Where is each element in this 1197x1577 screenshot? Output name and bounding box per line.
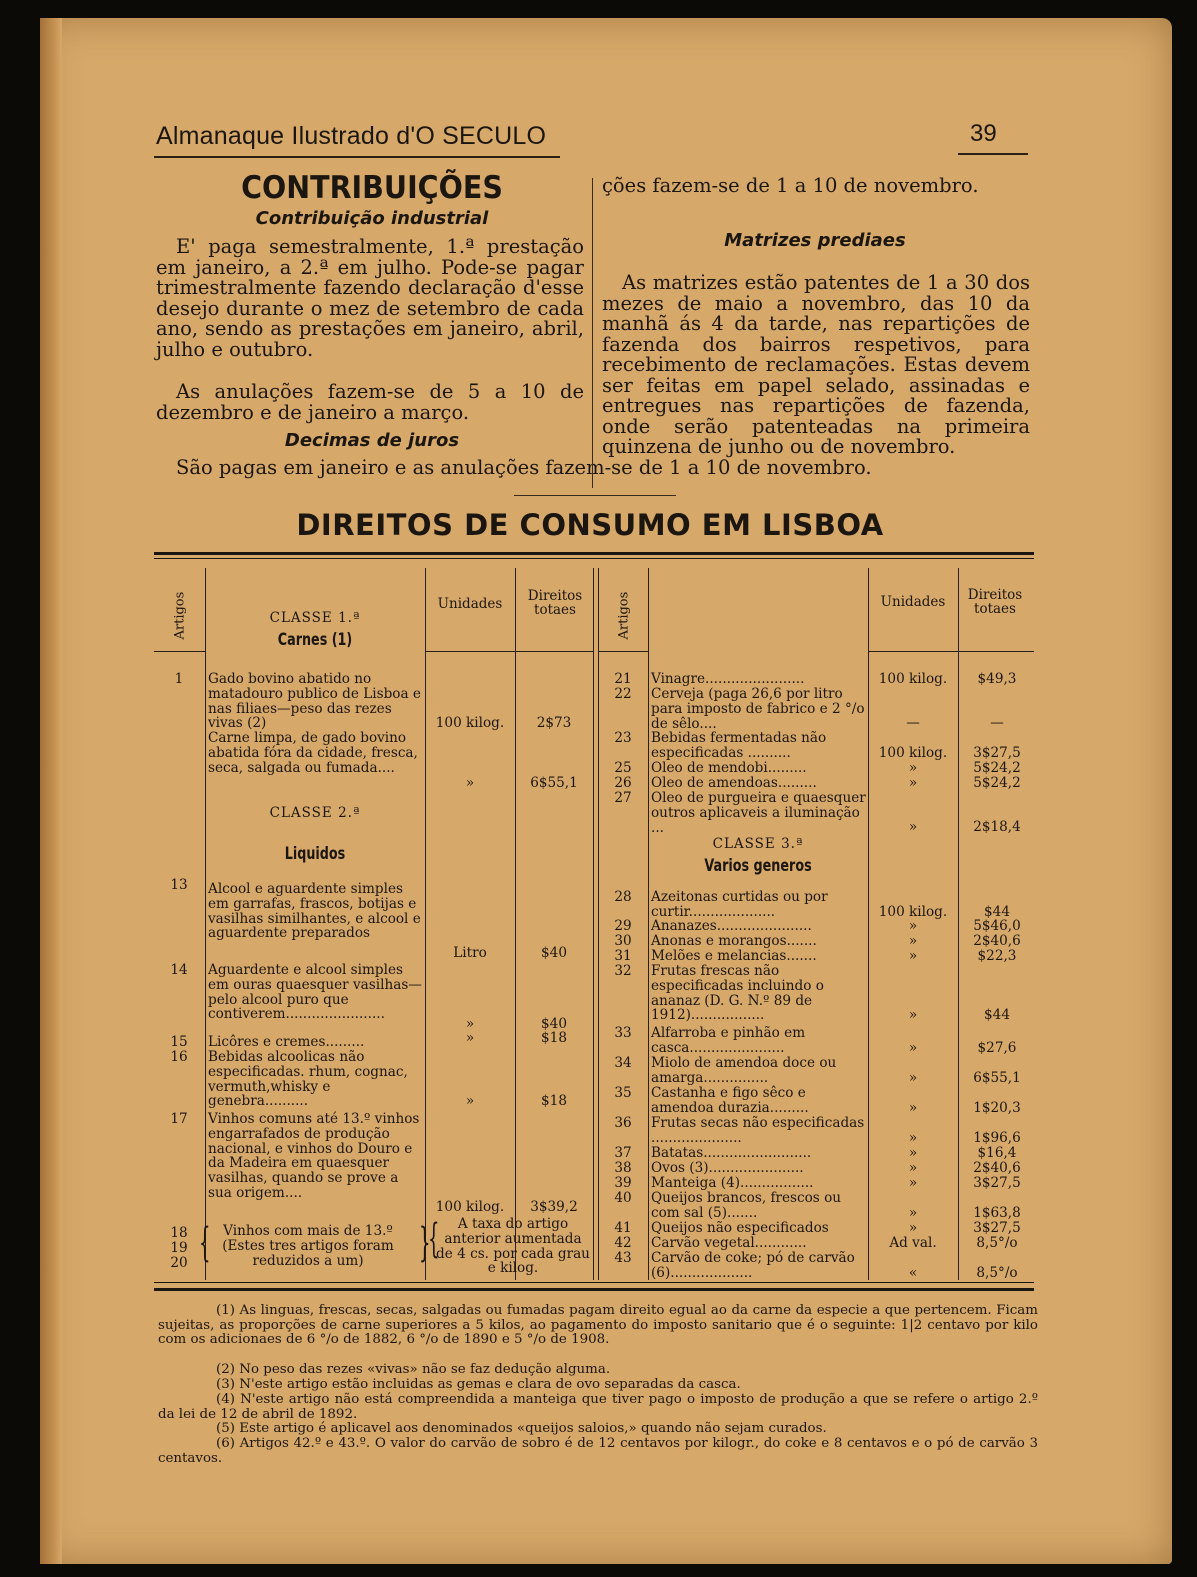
unidade-value: » <box>465 1030 475 1046</box>
unidade-value: » <box>465 775 475 791</box>
unidade-value: — <box>906 715 920 731</box>
artigo-description: Vinagre....................... <box>651 671 805 687</box>
direito-value: 3$27,5 <box>973 745 1021 761</box>
unidade-value: » <box>908 1145 918 1161</box>
artigo-number: 38 <box>614 1160 632 1176</box>
unidade-value: » <box>465 1093 475 1109</box>
artigo-description: Frutas frescas não especificadas incluindo o ananaz (D. G. N.º 89 de 1912)................. <box>651 963 824 1024</box>
artigo-number: 13 <box>170 877 188 893</box>
artigo-description: Ananazes...................... <box>651 918 812 934</box>
artigo-description: Alcool e aguardente simples em garrafas, frascos, botijas e vasilhas similhantes, e alcool e aguardente preparados <box>208 881 421 942</box>
header-direitos: Direitos totaes <box>967 587 1023 617</box>
footnote: (1) As linguas, frescas, secas, salgadas ou fumadas pagam direito egual ao da carne da especie a que pertencem. Ficam sujeitas, as proporções de carne superiores a 5 kilos, ao pagamento do imposto sanitario que é o seguinte: 1|2 centavo por kilo com os adicionaes de 6 °/o de 1882, 6 °/o de 1890 e 5 °/o de 1908. <box>158 1303 1038 1348</box>
unidade-value: Litro <box>453 945 487 961</box>
artigo-description: Frutas secas não especificadas ..................... <box>651 1115 865 1146</box>
header-rule <box>154 156 560 158</box>
artigo-number: 41 <box>614 1220 632 1236</box>
unidade-value: « <box>908 1265 918 1281</box>
header-rule <box>868 651 1034 652</box>
artigo-number: 34 <box>614 1055 632 1071</box>
unidade-value: » <box>908 1070 918 1086</box>
col-line <box>648 568 649 1280</box>
table-bottom-rule-thick <box>154 1288 1034 1291</box>
artigo-number: 42 <box>614 1235 632 1251</box>
page-number-rule <box>958 153 1028 155</box>
paragraph-decimas: São pagas em janeiro e as anulações fazem-se de 1 a 10 de novembro. <box>176 456 872 479</box>
artigo-description: Manteiga (4)................. <box>651 1175 814 1191</box>
artigo-description: Licôres e cremes......... <box>208 1034 365 1050</box>
paragraph-contribuicao: E' paga semestralmente, 1.ª prestação em janeiro, a 2.ª em julho. Pode-se pagar trimestralmente fazendo declaração d'esse desejo durante o mez de setembro de cada ano, sendo as prestações em janeiro, abril, julho e outubro. <box>156 235 584 361</box>
artigo-number: 1 <box>174 671 184 687</box>
artigo-description: Bebidas fermentadas não especificadas .......... <box>651 730 827 761</box>
artigo-description: Carne limpa, de gado bovino abatida fóra da cidade, fresca, seca, salgada ou fumada.... <box>208 730 418 776</box>
header-artigos: Artigos <box>172 591 188 640</box>
footnote: (6) Artigos 42.º e 43.º. O valor do carvão de sobro é de 12 centavos por kilogr., do coke e 8 centavos e o pó de carvão 3 centavos. <box>158 1436 1038 1466</box>
subsection-contribuicao-industrial: Contribuição industrial <box>255 208 489 229</box>
classe-3-label: CLASSE 3.ª <box>712 836 804 852</box>
category-carnes: Carnes (1) <box>277 630 353 650</box>
subsection-matrizes-prediaes: Matrizes prediaes <box>724 230 906 251</box>
direito-value: $18 <box>541 1093 567 1109</box>
running-header: Almanaque Ilustrado d'O SECULO <box>156 122 547 150</box>
artigo-number: 16 <box>170 1049 188 1065</box>
direito-value: 1$63,8 <box>973 1205 1021 1221</box>
unidade-value: » <box>908 933 918 949</box>
category-liquidos: Liquidos <box>284 844 346 864</box>
artigo-number: 37 <box>614 1145 632 1161</box>
direito-value: 6$55,1 <box>530 775 578 791</box>
direito-value: $27,6 <box>977 1040 1017 1056</box>
artigo-description: Castanha e figo sêco e amendoa durazia......... <box>651 1085 809 1116</box>
classe-1-label: CLASSE 1.ª <box>269 610 361 626</box>
artigo-number: 28 <box>614 889 632 905</box>
artigo-description: Oleo de purgueira e quaesquer outros aplicaveis a iluminação ... <box>651 790 866 836</box>
table-bottom-rule <box>154 1282 1034 1283</box>
artigo-description: Queijos não especificados <box>651 1220 829 1236</box>
artigo-number: 32 <box>614 963 632 979</box>
header-rule <box>154 651 206 652</box>
artigo-number: 17 <box>170 1111 188 1127</box>
direito-value: 6$55,1 <box>973 1070 1021 1086</box>
unidade-value: » <box>908 1205 918 1221</box>
artigo-number: 30 <box>614 933 632 949</box>
category-varios-generos: Varios generos <box>704 856 812 876</box>
direito-value: 2$73 <box>536 715 572 731</box>
vinhos-mais-13-desc: Vinhos com mais de 13.º (Estes tres artigos foram reduzidos a um) <box>222 1223 394 1269</box>
artigo-number: 14 <box>170 962 188 978</box>
unidade-value: » <box>908 1160 918 1176</box>
col-line <box>425 568 426 1280</box>
header-unidades: Unidades <box>880 594 946 610</box>
unidade-value: » <box>908 819 918 835</box>
header-unidades: Unidades <box>437 596 503 612</box>
artigo-number: 25 <box>614 760 632 776</box>
artigo-number: 22 <box>614 686 632 702</box>
direito-value: 5$46,0 <box>973 918 1021 934</box>
artigo-number: 26 <box>614 775 632 791</box>
direito-value: 2$18,4 <box>973 819 1021 835</box>
header-rule <box>425 651 593 652</box>
unidade-value: » <box>908 1040 918 1056</box>
artigo-description: Ovos (3)...................... <box>651 1160 804 1176</box>
col-line <box>205 568 206 1280</box>
direito-value: 5$24,2 <box>973 775 1021 791</box>
direito-value: $40 <box>541 1016 567 1032</box>
artigo-description: Carvão de coke; pó de carvão (6)................... <box>651 1250 855 1281</box>
direito-value: — <box>990 715 1004 731</box>
direito-value: $44 <box>984 904 1010 920</box>
footnote: (4) N'este artigo não está compreendida a manteiga que tiver pago o imposto de produção a que se refere o artigo 2.º da lei de 12 de abril de 1892. <box>158 1392 1038 1422</box>
direito-value: 5$24,2 <box>973 760 1021 776</box>
direito-value: 2$40,6 <box>973 1160 1021 1176</box>
brace: { <box>427 1216 440 1262</box>
artigo-description: Oleo de amendoas......... <box>651 775 817 791</box>
artigo-number: 33 <box>614 1025 632 1041</box>
paragraph-anulacoes: As anulações fazem-se de 5 a 10 de dezembro e de janeiro a março. <box>156 380 584 424</box>
unidade-value: 100 kilog. <box>435 1199 505 1215</box>
footnote: (3) N'este artigo estão incluidas as gemas e clara de ovo separadas da casca. <box>216 1377 741 1392</box>
artigo-description: Carvão vegetal............ <box>651 1235 807 1251</box>
artigo-description: Cerveja (paga 26,6 por litro para imposto de fabrico e 2 °/o de sêlo.... <box>651 686 865 732</box>
unidade-value: 100 kilog. <box>878 671 948 687</box>
unidade-value: » <box>465 1016 475 1032</box>
header-rule <box>598 651 649 652</box>
column-divider <box>592 178 593 488</box>
unidade-value: » <box>908 1130 918 1146</box>
artigo-number: 19 <box>170 1240 188 1256</box>
direito-value: 8,5°/o <box>976 1235 1018 1251</box>
unidade-value: » <box>908 1007 918 1023</box>
classe-2-label: CLASSE 2.ª <box>269 805 361 821</box>
header-artigos: Artigos <box>616 591 632 640</box>
direito-value: 1$96,6 <box>973 1130 1021 1146</box>
artigo-number: 29 <box>614 918 632 934</box>
table-top-rule-thin <box>154 558 1034 559</box>
artigo-description: Melões e melancias....... <box>651 948 817 964</box>
direito-value: 2$40,6 <box>973 933 1021 949</box>
unidade-value: » <box>908 1175 918 1191</box>
artigo-description: Azeitonas curtidas ou por curtir.................... <box>651 889 828 920</box>
paragraph-matrizes: As matrizes estão patentes de 1 a 30 dos mezes de maio a novembro, das 10 da manhã ás 4 da tarde, nas repartições de fazenda dos bairros respetivos, para recebimento de reclamações. Estas devem ser feitas em papel selado, assinadas e entregues nas repartições de fazenda, onde serão patenteadas na primeira quinzena de junho ou de novembro. <box>602 271 1030 458</box>
section-title-direitos: DIREITOS DE CONSUMO EM LISBOA <box>296 508 884 542</box>
direito-value: 1$20,3 <box>973 1100 1021 1116</box>
unidade-value: » <box>908 1220 918 1236</box>
unidade-value: Ad val. <box>889 1235 937 1251</box>
paragraph-decimas-continued: ções fazem-se de 1 a 10 de novembro. <box>602 174 979 197</box>
subsection-decimas-de-juros: Decimas de juros <box>284 430 460 451</box>
page <box>40 18 1172 1564</box>
artigo-description: Vinhos comuns até 13.º vinhos engarrafados de produção nacional, e vinhos do Douro e da Madeira em quaesquer vasilhas, quando se prove a sua origem.... <box>208 1111 420 1201</box>
col-line <box>958 568 959 1280</box>
direito-value: $18 <box>541 1030 567 1046</box>
artigo-number: 15 <box>170 1034 188 1050</box>
artigo-number: 40 <box>614 1190 632 1206</box>
artigo-description: Queijos brancos, frescos ou com sal (5)....... <box>651 1190 842 1221</box>
unidade-value: » <box>908 760 918 776</box>
direito-value: $22,3 <box>977 948 1017 964</box>
artigo-description: Anonas e morangos....... <box>651 933 817 949</box>
artigo-description: Gado bovino abatido no matadouro publico de Lisboa e nas filiaes—peso das rezes vivas (2) <box>208 671 421 732</box>
footnote: (5) Este artigo é aplicavel aos denominados «queijos saloios,» quando não sejam curados. <box>216 1421 827 1436</box>
artigo-number: 18 <box>170 1225 188 1241</box>
unidade-value: » <box>908 948 918 964</box>
direito-value: $16,4 <box>977 1145 1017 1161</box>
artigo-description: Alfarroba e pinhão em casca...................... <box>651 1025 806 1056</box>
artigo-description: Aguardente e alcool simples em ouras quaesquer vasilhas—pelo alcool puro que contiverem....................... <box>208 962 422 1023</box>
artigo-description: Miolo de amendoa doce ou amarga............... <box>651 1055 837 1086</box>
brace: { <box>198 1220 211 1266</box>
direito-value: $44 <box>984 1007 1010 1023</box>
direito-value: 3$39,2 <box>530 1199 578 1215</box>
artigo-number: 27 <box>614 790 632 806</box>
unidade-value: 100 kilog. <box>878 904 948 920</box>
artigo-description: Batatas......................... <box>651 1145 812 1161</box>
unidade-value: » <box>908 1100 918 1116</box>
section-title-contribuicoes: CONTRIBUIÇÕES <box>241 170 503 206</box>
col-line <box>515 568 516 1280</box>
book-spine-shadow <box>40 18 62 1564</box>
direito-value: 8,5°/o <box>976 1265 1018 1281</box>
brace: } <box>418 1220 431 1266</box>
artigo-number: 21 <box>614 671 632 687</box>
unidade-value: » <box>908 775 918 791</box>
header-direitos: Direitos totaes <box>527 588 583 618</box>
direito-value: 3$27,5 <box>973 1220 1021 1236</box>
artigo-number: 20 <box>170 1255 188 1271</box>
col-line <box>593 568 594 1280</box>
artigo-number: 43 <box>614 1250 632 1266</box>
direito-value: $40 <box>541 945 567 961</box>
artigo-description: Oleo de mendobi......... <box>651 760 807 776</box>
artigo-number: 36 <box>614 1115 632 1131</box>
unidade-value: » <box>908 918 918 934</box>
direito-value: 3$27,5 <box>973 1175 1021 1191</box>
artigo-number: 31 <box>614 948 632 964</box>
section-divider <box>514 495 676 496</box>
artigo-description: Bebidas alcoolicas não especificadas. rhum, cognac, vermuth,whisky e genebra.......... <box>208 1049 408 1110</box>
table-top-rule <box>154 552 1034 555</box>
footnote: (2) No peso das rezes «vivas» não se faz dedução alguma. <box>216 1362 611 1377</box>
unidade-value: 100 kilog. <box>878 745 948 761</box>
artigo-number: 23 <box>614 730 632 746</box>
vinhos-mais-13-note: A taxa do artigo anterior aumentada de 4 cs. por cada grau e kilog. <box>436 1216 590 1277</box>
direito-value: $49,3 <box>977 671 1017 687</box>
artigo-number: 39 <box>614 1175 632 1191</box>
page-number: 39 <box>970 120 997 147</box>
artigo-number: 35 <box>614 1085 632 1101</box>
unidade-value: 100 kilog. <box>435 715 505 731</box>
